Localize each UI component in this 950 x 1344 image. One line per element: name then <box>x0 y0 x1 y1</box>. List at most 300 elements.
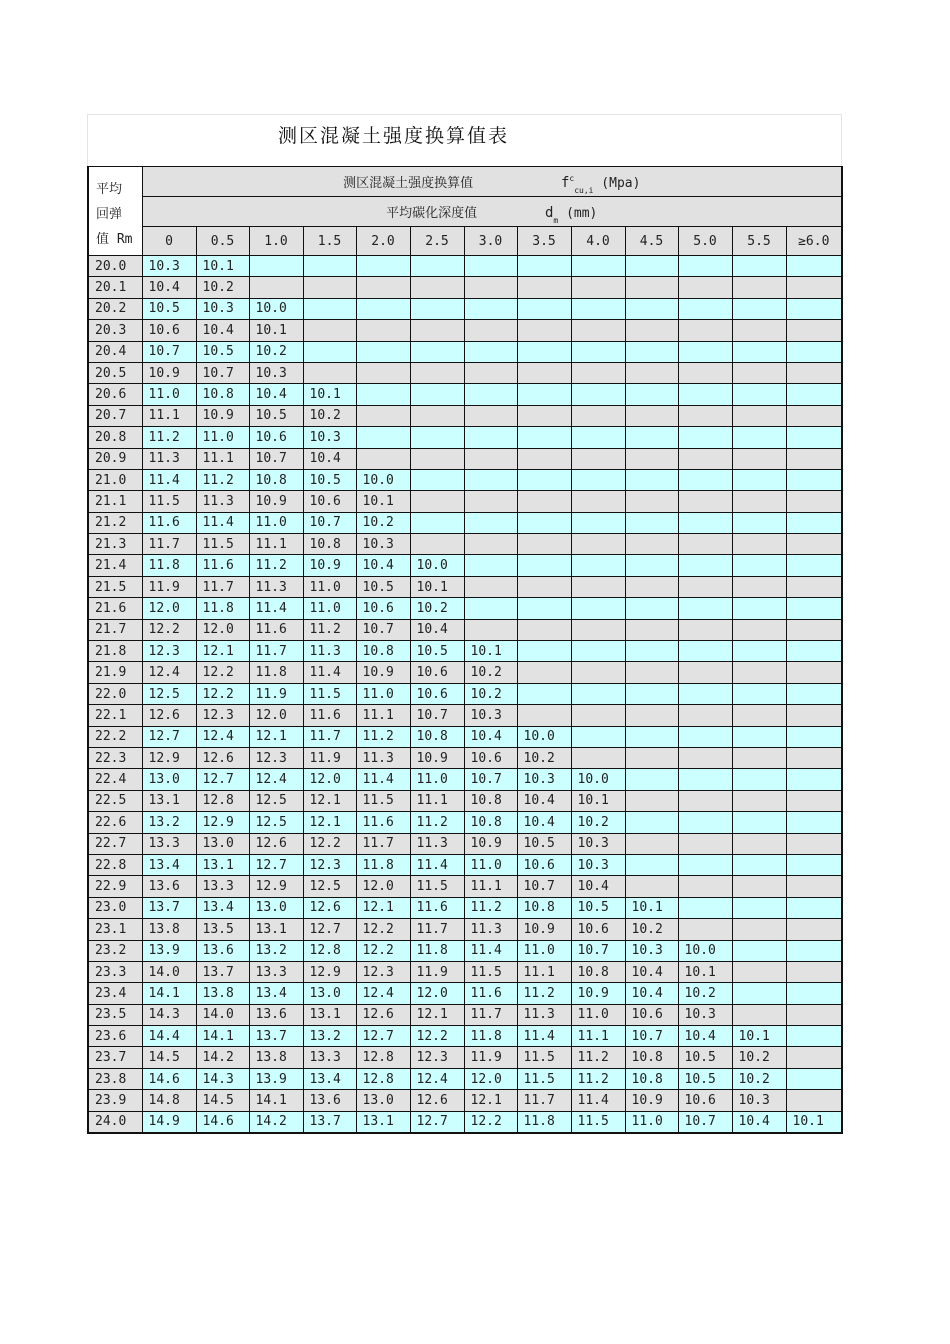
table-row <box>88 1090 842 1111</box>
strength-value-cell: 13.1 <box>142 790 196 811</box>
rm-value-cell: 21.6 <box>88 598 142 619</box>
table-row <box>88 812 842 833</box>
strength-value-cell <box>732 662 786 683</box>
strength-value-cell <box>732 320 786 341</box>
rm-value-cell: 20.9 <box>88 448 142 469</box>
strength-value-cell: 12.2 <box>464 1111 517 1132</box>
strength-value-cell <box>410 362 464 383</box>
strength-value-cell: 12.3 <box>410 1047 464 1068</box>
strength-value-cell: 13.6 <box>303 1090 356 1111</box>
strength-value-cell <box>356 384 410 405</box>
strength-value-cell <box>786 940 842 961</box>
strength-value-cell <box>410 277 464 298</box>
strength-value-cell <box>571 491 625 512</box>
strength-value-cell: 10.9 <box>517 919 571 940</box>
strength-value-cell <box>678 491 732 512</box>
page-title: 测区混凝土强度换算值表 <box>278 125 510 147</box>
strength-value-cell <box>732 448 786 469</box>
table-row <box>88 576 842 597</box>
strength-value-cell <box>517 705 571 726</box>
strength-value-cell <box>786 277 842 298</box>
strength-value-cell: 13.6 <box>142 876 196 897</box>
strength-value-cell: 10.9 <box>410 747 464 768</box>
strength-value-cell: 14.8 <box>142 1090 196 1111</box>
strength-value-cell: 10.1 <box>571 790 625 811</box>
strength-value-cell: 11.4 <box>249 598 303 619</box>
rm-value-cell: 23.0 <box>88 897 142 918</box>
strength-value-cell <box>732 512 786 533</box>
strength-value-cell <box>786 876 842 897</box>
strength-value-cell: 10.2 <box>517 747 571 768</box>
rm-value-cell: 20.4 <box>88 341 142 362</box>
strength-value-cell <box>678 747 732 768</box>
strength-value-cell <box>464 576 517 597</box>
strength-value-cell <box>786 747 842 768</box>
table-row <box>88 427 842 448</box>
strength-value-cell: 11.7 <box>464 1004 517 1025</box>
strength-value-cell: 10.6 <box>142 320 196 341</box>
strength-value-cell: 10.1 <box>786 1111 842 1132</box>
strength-value-cell: 10.5 <box>142 298 196 319</box>
strength-value-cell <box>571 298 625 319</box>
strength-value-cell: 13.8 <box>196 983 249 1004</box>
strength-value-cell: 10.0 <box>571 769 625 790</box>
strength-value-cell: 14.3 <box>142 1004 196 1025</box>
strength-value-cell: 14.0 <box>196 1004 249 1025</box>
strength-value-cell <box>625 769 678 790</box>
table-row <box>88 341 842 362</box>
strength-value-cell: 14.2 <box>196 1047 249 1068</box>
column-header: 2.5 <box>410 227 464 256</box>
strength-value-cell <box>625 876 678 897</box>
strength-value-cell: 10.9 <box>196 405 249 426</box>
table-row <box>88 919 842 940</box>
strength-value-cell: 12.3 <box>249 747 303 768</box>
strength-value-cell: 10.1 <box>356 491 410 512</box>
rm-value-cell: 22.6 <box>88 812 142 833</box>
strength-value-cell <box>678 320 732 341</box>
strength-value-cell: 11.4 <box>410 854 464 875</box>
strength-value-cell: 13.7 <box>196 961 249 982</box>
strength-value-cell <box>678 298 732 319</box>
strength-value-cell: 11.5 <box>303 683 356 704</box>
strength-value-cell: 10.5 <box>356 576 410 597</box>
strength-value-cell <box>732 683 786 704</box>
strength-value-cell: 10.9 <box>571 983 625 1004</box>
strength-value-cell <box>786 641 842 662</box>
strength-value-cell: 10.4 <box>625 961 678 982</box>
strength-value-cell: 13.5 <box>196 919 249 940</box>
strength-value-cell <box>786 1090 842 1111</box>
strength-value-cell: 10.8 <box>464 812 517 833</box>
strength-value-cell: 11.7 <box>142 534 196 555</box>
rm-value-cell: 20.6 <box>88 384 142 405</box>
strength-value-cell: 11.3 <box>464 919 517 940</box>
rm-value-cell: 23.2 <box>88 940 142 961</box>
table-row <box>88 833 842 854</box>
strength-value-cell: 11.3 <box>303 641 356 662</box>
strength-value-cell <box>786 341 842 362</box>
strength-value-cell: 11.0 <box>196 427 249 448</box>
strength-value-cell: 11.2 <box>464 897 517 918</box>
strength-value-cell: 12.7 <box>142 726 196 747</box>
rm-value-cell: 21.7 <box>88 619 142 640</box>
rm-value-cell: 22.5 <box>88 790 142 811</box>
table-row <box>88 256 842 277</box>
strength-value-cell <box>786 362 842 383</box>
strength-value-cell: 10.3 <box>142 256 196 277</box>
title-cell <box>87 114 842 166</box>
strength-value-cell: 12.0 <box>142 598 196 619</box>
strength-value-cell <box>786 256 842 277</box>
strength-value-cell: 10.3 <box>196 298 249 319</box>
strength-value-cell: 11.5 <box>356 790 410 811</box>
strength-value-cell: 10.8 <box>625 1068 678 1089</box>
table-row <box>88 662 842 683</box>
strength-value-cell <box>625 790 678 811</box>
strength-value-cell <box>517 683 571 704</box>
strength-value-cell <box>464 598 517 619</box>
strength-value-cell: 13.2 <box>142 812 196 833</box>
strength-value-cell: 13.6 <box>249 1004 303 1025</box>
table-row <box>88 854 842 875</box>
strength-value-cell: 10.9 <box>249 491 303 512</box>
strength-value-cell <box>303 320 356 341</box>
rm-value-cell: 21.4 <box>88 555 142 576</box>
strength-value-cell <box>732 726 786 747</box>
strength-value-cell: 12.7 <box>410 1111 464 1132</box>
strength-value-cell: 10.1 <box>196 256 249 277</box>
strength-value-cell <box>625 705 678 726</box>
strength-value-cell <box>732 790 786 811</box>
strength-value-cell <box>571 256 625 277</box>
strength-value-cell <box>625 641 678 662</box>
strength-value-cell: 11.7 <box>410 919 464 940</box>
strength-value-cell: 10.7 <box>517 876 571 897</box>
carbonation-unit: (mm) <box>566 206 598 221</box>
strength-value-cell: 13.7 <box>249 1026 303 1047</box>
strength-value-cell: 12.1 <box>303 812 356 833</box>
strength-value-cell: 13.1 <box>249 919 303 940</box>
strength-value-cell <box>517 341 571 362</box>
strength-value-cell: 10.0 <box>249 298 303 319</box>
strength-value-cell <box>571 534 625 555</box>
carbonation-header-cell <box>142 197 842 227</box>
strength-value-cell: 11.2 <box>571 1068 625 1089</box>
strength-value-cell <box>517 598 571 619</box>
strength-value-cell: 10.9 <box>464 833 517 854</box>
strength-value-cell <box>732 341 786 362</box>
carbonation-symbol: d <box>544 205 554 221</box>
strength-value-cell <box>571 277 625 298</box>
strength-value-cell <box>625 320 678 341</box>
strength-value-cell <box>786 469 842 490</box>
strength-value-cell <box>786 491 842 512</box>
strength-value-cell <box>678 876 732 897</box>
column-header: 1.5 <box>303 227 356 256</box>
strength-value-cell: 12.6 <box>196 747 249 768</box>
strength-value-cell: 10.7 <box>303 512 356 533</box>
strength-value-cell <box>678 726 732 747</box>
strength-value-cell: 10.3 <box>517 769 571 790</box>
strength-value-cell: 10.1 <box>464 641 517 662</box>
strength-value-cell <box>732 769 786 790</box>
rm-value-cell: 20.3 <box>88 320 142 341</box>
strength-value-cell: 10.7 <box>410 705 464 726</box>
rm-header-line-2: 回弹 <box>96 207 123 222</box>
strength-value-cell <box>625 662 678 683</box>
strength-value-cell: 11.1 <box>142 405 196 426</box>
strength-value-cell: 12.1 <box>303 790 356 811</box>
strength-value-cell: 12.4 <box>142 662 196 683</box>
strength-value-cell: 14.9 <box>142 1111 196 1132</box>
strength-value-cell <box>517 405 571 426</box>
strength-value-cell <box>356 320 410 341</box>
strength-value-cell <box>464 341 517 362</box>
strength-value-cell <box>571 469 625 490</box>
table-row <box>88 790 842 811</box>
strength-value-cell: 12.5 <box>142 683 196 704</box>
strength-header-label: 测区混凝土强度换算值 <box>343 176 474 191</box>
table-row <box>88 534 842 555</box>
strength-value-cell: 11.2 <box>249 555 303 576</box>
strength-value-cell: 11.0 <box>249 512 303 533</box>
strength-value-cell: 11.2 <box>303 619 356 640</box>
strength-value-cell <box>732 812 786 833</box>
strength-value-cell <box>356 298 410 319</box>
strength-value-cell: 11.1 <box>571 1026 625 1047</box>
strength-value-cell <box>678 576 732 597</box>
strength-unit: (Mpa) <box>601 176 641 191</box>
strength-value-cell <box>786 598 842 619</box>
strength-value-cell: 11.5 <box>571 1111 625 1132</box>
strength-value-cell <box>356 277 410 298</box>
strength-value-cell <box>625 298 678 319</box>
strength-value-cell <box>786 427 842 448</box>
strength-value-cell: 10.8 <box>625 1047 678 1068</box>
strength-value-cell: 12.4 <box>356 983 410 1004</box>
strength-value-cell: 11.1 <box>249 534 303 555</box>
strength-value-cell <box>571 619 625 640</box>
strength-value-cell <box>786 769 842 790</box>
strength-value-cell: 10.9 <box>625 1090 678 1111</box>
strength-value-cell <box>786 961 842 982</box>
strength-value-cell: 11.6 <box>249 619 303 640</box>
strength-value-cell <box>517 469 571 490</box>
strength-value-cell <box>625 491 678 512</box>
table-row <box>88 769 842 790</box>
rm-value-cell: 22.7 <box>88 833 142 854</box>
strength-value-cell <box>625 576 678 597</box>
strength-value-cell: 10.2 <box>678 983 732 1004</box>
strength-value-cell: 10.6 <box>464 747 517 768</box>
strength-value-cell <box>786 1026 842 1047</box>
strength-value-cell: 10.1 <box>732 1026 786 1047</box>
strength-value-cell <box>786 320 842 341</box>
strength-value-cell <box>517 619 571 640</box>
strength-value-cell: 12.0 <box>249 705 303 726</box>
strength-value-cell: 10.3 <box>678 1004 732 1025</box>
strength-value-cell: 10.4 <box>464 726 517 747</box>
strength-value-cell <box>517 576 571 597</box>
strength-value-cell <box>410 298 464 319</box>
strength-value-cell <box>571 598 625 619</box>
strength-value-cell: 10.8 <box>196 384 249 405</box>
strength-value-cell <box>464 298 517 319</box>
strength-value-cell <box>303 341 356 362</box>
strength-value-cell <box>625 427 678 448</box>
strength-value-cell <box>464 619 517 640</box>
strength-value-cell <box>732 1004 786 1025</box>
strength-value-cell <box>732 919 786 940</box>
strength-value-cell: 10.1 <box>410 576 464 597</box>
strength-value-cell <box>249 277 303 298</box>
strength-value-cell: 13.9 <box>142 940 196 961</box>
strength-value-cell <box>517 384 571 405</box>
strength-value-cell <box>303 298 356 319</box>
strength-value-cell <box>678 641 732 662</box>
strength-value-cell: 11.7 <box>249 641 303 662</box>
table-row <box>88 747 842 768</box>
table-row <box>88 983 842 1004</box>
strength-value-cell: 11.1 <box>356 705 410 726</box>
strength-value-cell <box>786 619 842 640</box>
strength-value-cell <box>678 448 732 469</box>
strength-value-cell: 11.7 <box>303 726 356 747</box>
table-row <box>88 1026 842 1047</box>
strength-value-cell <box>571 427 625 448</box>
strength-value-cell <box>571 641 625 662</box>
strength-value-cell: 10.5 <box>517 833 571 854</box>
strength-value-cell: 13.0 <box>142 769 196 790</box>
strength-value-cell: 10.2 <box>625 919 678 940</box>
strength-value-cell <box>732 641 786 662</box>
strength-value-cell <box>732 576 786 597</box>
strength-value-cell <box>464 362 517 383</box>
rm-value-cell: 21.9 <box>88 662 142 683</box>
strength-value-cell <box>517 320 571 341</box>
strength-value-cell: 11.0 <box>625 1111 678 1132</box>
strength-value-cell: 11.2 <box>571 1047 625 1068</box>
strength-value-cell: 12.5 <box>249 790 303 811</box>
strength-value-cell: 10.8 <box>410 726 464 747</box>
strength-value-cell: 11.3 <box>249 576 303 597</box>
strength-value-cell: 10.1 <box>303 384 356 405</box>
strength-value-cell: 10.3 <box>356 534 410 555</box>
strength-value-cell: 11.7 <box>356 833 410 854</box>
rm-value-cell: 20.2 <box>88 298 142 319</box>
strength-value-cell <box>732 940 786 961</box>
strength-value-cell <box>517 491 571 512</box>
strength-value-cell: 12.0 <box>464 1068 517 1089</box>
strength-value-cell: 11.2 <box>410 812 464 833</box>
column-header: 4.5 <box>625 227 678 256</box>
strength-value-cell <box>303 362 356 383</box>
strength-value-cell: 11.8 <box>142 555 196 576</box>
strength-value-cell: 14.2 <box>249 1111 303 1132</box>
strength-value-cell <box>786 534 842 555</box>
strength-value-cell: 13.3 <box>303 1047 356 1068</box>
strength-value-cell <box>625 384 678 405</box>
strength-value-cell: 13.8 <box>142 919 196 940</box>
strength-value-cell: 14.5 <box>142 1047 196 1068</box>
strength-value-cell <box>625 619 678 640</box>
strength-value-cell <box>303 256 356 277</box>
strength-value-cell: 10.4 <box>678 1026 732 1047</box>
strength-value-cell: 10.8 <box>303 534 356 555</box>
strength-value-cell <box>732 854 786 875</box>
strength-value-cell <box>464 384 517 405</box>
strength-value-cell: 10.2 <box>732 1068 786 1089</box>
strength-value-cell <box>786 919 842 940</box>
strength-value-cell: 10.7 <box>249 448 303 469</box>
strength-value-cell: 11.2 <box>196 469 249 490</box>
strength-value-cell <box>464 427 517 448</box>
rm-value-cell: 23.7 <box>88 1047 142 1068</box>
strength-value-cell: 13.1 <box>356 1111 410 1132</box>
strength-value-cell: 14.6 <box>196 1111 249 1132</box>
strength-value-cell: 10.4 <box>571 876 625 897</box>
strength-value-cell: 10.1 <box>678 961 732 982</box>
strength-value-cell: 11.4 <box>356 769 410 790</box>
table-row <box>88 362 842 383</box>
strength-value-cell: 10.8 <box>571 961 625 982</box>
strength-value-cell: 11.0 <box>571 1004 625 1025</box>
carbonation-symbol-sub: m <box>553 216 559 225</box>
strength-value-cell <box>786 1004 842 1025</box>
strength-value-cell: 10.3 <box>625 940 678 961</box>
strength-value-cell: 10.4 <box>517 812 571 833</box>
strength-value-cell: 13.4 <box>303 1068 356 1089</box>
rm-value-cell: 22.4 <box>88 769 142 790</box>
strength-value-cell: 10.4 <box>356 555 410 576</box>
strength-value-cell: 11.9 <box>249 683 303 704</box>
strength-value-cell: 14.0 <box>142 961 196 982</box>
strength-value-cell <box>786 384 842 405</box>
strength-value-cell: 10.6 <box>410 683 464 704</box>
rm-value-cell: 23.4 <box>88 983 142 1004</box>
rm-value-cell: 21.0 <box>88 469 142 490</box>
strength-value-cell <box>625 726 678 747</box>
strength-value-cell <box>678 256 732 277</box>
strength-value-cell <box>625 405 678 426</box>
strength-value-cell: 10.4 <box>142 277 196 298</box>
strength-value-cell: 10.9 <box>303 555 356 576</box>
strength-value-cell: 13.4 <box>142 854 196 875</box>
rm-header-line-3: 值 Rm <box>96 232 133 247</box>
strength-value-cell: 10.5 <box>678 1068 732 1089</box>
strength-value-cell <box>786 576 842 597</box>
strength-value-cell <box>678 341 732 362</box>
strength-value-cell <box>517 277 571 298</box>
strength-value-cell <box>786 812 842 833</box>
strength-value-cell <box>786 662 842 683</box>
strength-symbol-sub: cu,i <box>574 186 594 195</box>
strength-value-cell <box>678 683 732 704</box>
strength-value-cell: 12.9 <box>249 876 303 897</box>
strength-value-cell: 12.3 <box>356 961 410 982</box>
strength-value-cell <box>678 512 732 533</box>
strength-value-cell: 10.3 <box>732 1090 786 1111</box>
strength-value-cell: 11.1 <box>464 876 517 897</box>
strength-value-cell: 10.1 <box>249 320 303 341</box>
strength-value-cell: 11.7 <box>517 1090 571 1111</box>
strength-value-cell <box>571 747 625 768</box>
strength-value-cell: 11.0 <box>517 940 571 961</box>
strength-value-cell: 11.5 <box>464 961 517 982</box>
strength-value-cell <box>786 726 842 747</box>
strength-value-cell: 10.5 <box>410 641 464 662</box>
